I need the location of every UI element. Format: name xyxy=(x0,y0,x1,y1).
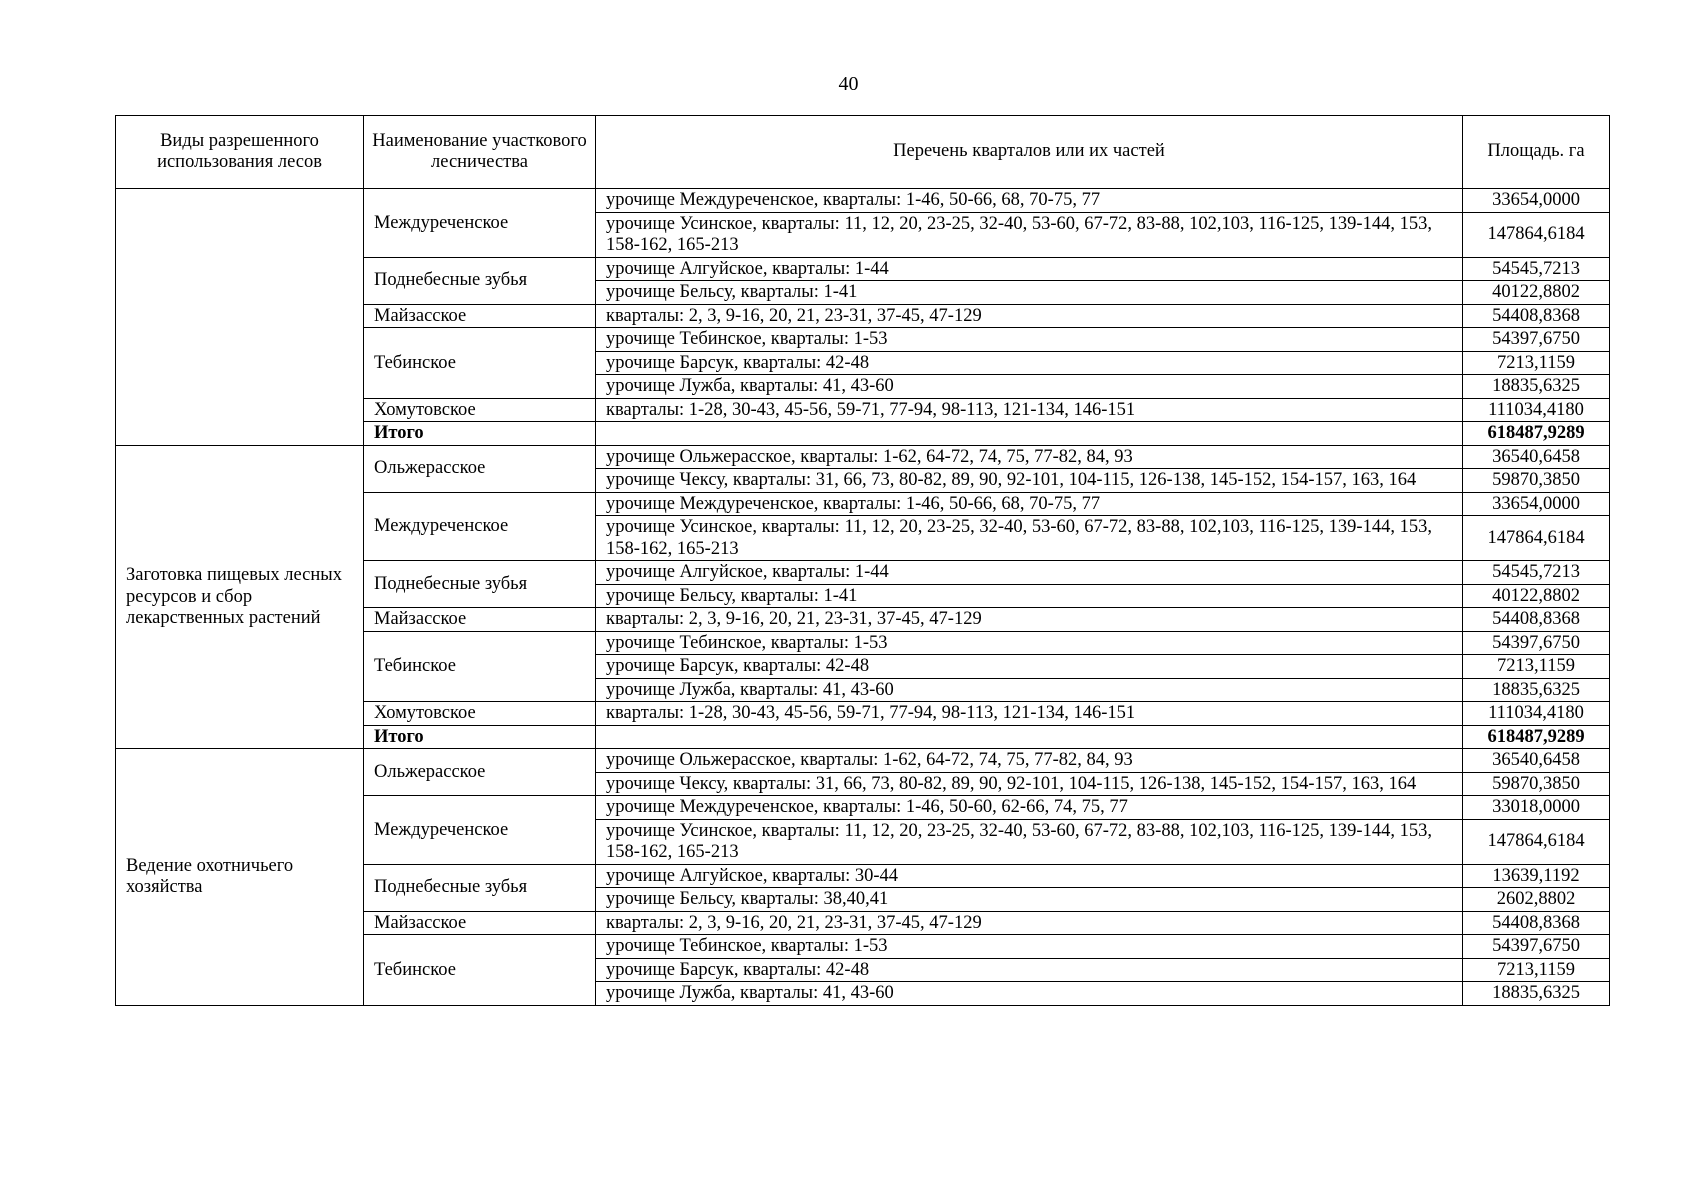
quarters-cell: урочище Ольжерасское, кварталы: 1-62, 64-72, 74, 75, 77-82, 84, 93 xyxy=(596,749,1463,773)
quarters-cell: урочище Междуреченское, кварталы: 1-46, 50-66, 68, 70-75, 77 xyxy=(596,492,1463,516)
area-cell: 36540,6458 xyxy=(1463,749,1610,773)
quarters-cell: урочище Междуреченское, кварталы: 1-46, 50-66, 68, 70-75, 77 xyxy=(596,189,1463,213)
forestry-name-cell: Поднебесные зубья xyxy=(364,864,596,911)
quarters-cell: кварталы: 2, 3, 9-16, 20, 21, 23-31, 37-45, 47-129 xyxy=(596,911,1463,935)
quarters-cell: урочище Усинское, кварталы: 11, 12, 20, 23-25, 32-40, 53-60, 67-72, 83-88, 102,103, 116-125, 139-144, 153, 158-162, 165-213 xyxy=(596,212,1463,257)
area-cell: 2602,8802 xyxy=(1463,888,1610,912)
forestry-name-cell: Поднебесные зубья xyxy=(364,257,596,304)
area-cell: 40122,8802 xyxy=(1463,584,1610,608)
header-area: Площадь. га xyxy=(1463,116,1610,189)
quarters-cell: урочище Усинское, кварталы: 11, 12, 20, 23-25, 32-40, 53-60, 67-72, 83-88, 102,103, 116-125, 139-144, 153, 158-162, 165-213 xyxy=(596,819,1463,864)
area-cell: 147864,6184 xyxy=(1463,516,1610,561)
area-cell: 54408,8368 xyxy=(1463,608,1610,632)
forestry-name-cell: Междуреченское xyxy=(364,796,596,865)
quarters-cell: урочище Барсук, кварталы: 42-48 xyxy=(596,351,1463,375)
quarters-cell: кварталы: 2, 3, 9-16, 20, 21, 23-31, 37-45, 47-129 xyxy=(596,608,1463,632)
quarters-cell: урочище Лужба, кварталы: 41, 43-60 xyxy=(596,375,1463,399)
quarters-cell: урочище Чексу, кварталы: 31, 66, 73, 80-82, 89, 90, 92-101, 104-115, 126-138, 145-152, 154-157, 163, 164 xyxy=(596,469,1463,493)
use-kind-cell xyxy=(116,189,364,446)
area-cell: 13639,1192 xyxy=(1463,864,1610,888)
forestry-name-cell: Тебинское xyxy=(364,631,596,702)
forestry-name-cell: Хомутовское xyxy=(364,398,596,422)
forestry-name-cell: Тебинское xyxy=(364,935,596,1006)
total-empty-cell xyxy=(596,422,1463,446)
quarters-cell: урочище Бельсу, кварталы: 1-41 xyxy=(596,281,1463,305)
quarters-cell: урочище Алгуйское, кварталы: 1-44 xyxy=(596,257,1463,281)
quarters-cell: урочище Бельсу, кварталы: 38,40,41 xyxy=(596,888,1463,912)
area-cell: 18835,6325 xyxy=(1463,678,1610,702)
table-row xyxy=(116,189,1610,213)
quarters-cell: урочище Барсук, кварталы: 42-48 xyxy=(596,958,1463,982)
area-cell: 111034,4180 xyxy=(1463,702,1610,726)
forestry-name-cell: Междуреченское xyxy=(364,189,596,258)
forestry-name-cell: Майзасское xyxy=(364,911,596,935)
total-empty-cell xyxy=(596,725,1463,749)
table-row xyxy=(116,749,1610,773)
quarters-cell: урочище Барсук, кварталы: 42-48 xyxy=(596,655,1463,679)
forestry-name-cell: Тебинское xyxy=(364,328,596,399)
area-cell: 54408,8368 xyxy=(1463,911,1610,935)
area-cell: 54545,7213 xyxy=(1463,561,1610,585)
quarters-cell: урочище Алгуйское, кварталы: 1-44 xyxy=(596,561,1463,585)
header-forestry: Наименование участкового лесничества xyxy=(364,116,596,189)
area-cell: 54397,6750 xyxy=(1463,935,1610,959)
use-kind-cell: Заготовка пищевых лесных ресурсов и сбор лекарственных растений xyxy=(116,445,364,749)
forest-use-table xyxy=(115,115,1610,1006)
area-cell: 59870,3850 xyxy=(1463,772,1610,796)
forestry-name-cell: Майзасское xyxy=(364,608,596,632)
area-cell: 33654,0000 xyxy=(1463,189,1610,213)
forestry-name-cell: Поднебесные зубья xyxy=(364,561,596,608)
quarters-cell: урочище Тебинское, кварталы: 1-53 xyxy=(596,935,1463,959)
table-row xyxy=(116,445,1610,469)
quarters-cell: кварталы: 1-28, 30-43, 45-56, 59-71, 77-94, 98-113, 121-134, 146-151 xyxy=(596,398,1463,422)
table-body xyxy=(116,189,1610,1006)
quarters-cell: урочище Усинское, кварталы: 11, 12, 20, 23-25, 32-40, 53-60, 67-72, 83-88, 102,103, 116-125, 139-144, 153, 158-162, 165-213 xyxy=(596,516,1463,561)
quarters-cell: урочище Лужба, кварталы: 41, 43-60 xyxy=(596,678,1463,702)
quarters-cell: урочище Лужба, кварталы: 41, 43-60 xyxy=(596,982,1463,1006)
table-header-row xyxy=(116,116,1610,189)
quarters-cell: кварталы: 2, 3, 9-16, 20, 21, 23-31, 37-45, 47-129 xyxy=(596,304,1463,328)
quarters-cell: урочище Тебинское, кварталы: 1-53 xyxy=(596,328,1463,352)
area-cell: 7213,1159 xyxy=(1463,958,1610,982)
area-cell: 59870,3850 xyxy=(1463,469,1610,493)
total-area-cell: 618487,9289 xyxy=(1463,725,1610,749)
area-cell: 33018,0000 xyxy=(1463,796,1610,820)
quarters-cell: урочище Бельсу, кварталы: 1-41 xyxy=(596,584,1463,608)
forestry-name-cell: Майзасское xyxy=(364,304,596,328)
header-quarters: Перечень кварталов или их частей xyxy=(596,116,1463,189)
area-cell: 33654,0000 xyxy=(1463,492,1610,516)
forestry-name-cell: Ольжерасское xyxy=(364,749,596,796)
area-cell: 36540,6458 xyxy=(1463,445,1610,469)
forestry-name-cell: Ольжерасское xyxy=(364,445,596,492)
quarters-cell: урочище Междуреченское, кварталы: 1-46, 50-60, 62-66, 74, 75, 77 xyxy=(596,796,1463,820)
area-cell: 7213,1159 xyxy=(1463,351,1610,375)
area-cell: 18835,6325 xyxy=(1463,982,1610,1006)
quarters-cell: урочище Алгуйское, кварталы: 30-44 xyxy=(596,864,1463,888)
quarters-cell: кварталы: 1-28, 30-43, 45-56, 59-71, 77-94, 98-113, 121-134, 146-151 xyxy=(596,702,1463,726)
quarters-cell: урочище Чексу, кварталы: 31, 66, 73, 80-82, 89, 90, 92-101, 104-115, 126-138, 145-152, 154-157, 163, 164 xyxy=(596,772,1463,796)
quarters-cell: урочище Ольжерасское, кварталы: 1-62, 64-72, 74, 75, 77-82, 84, 93 xyxy=(596,445,1463,469)
area-cell: 147864,6184 xyxy=(1463,212,1610,257)
area-cell: 18835,6325 xyxy=(1463,375,1610,399)
forestry-name-cell: Междуреченское xyxy=(364,492,596,561)
header-kind: Виды разрешенного использования лесов xyxy=(116,116,364,189)
area-cell: 54397,6750 xyxy=(1463,631,1610,655)
area-cell: 54408,8368 xyxy=(1463,304,1610,328)
quarters-cell: урочище Тебинское, кварталы: 1-53 xyxy=(596,631,1463,655)
area-cell: 54397,6750 xyxy=(1463,328,1610,352)
area-cell: 147864,6184 xyxy=(1463,819,1610,864)
total-label: Итого xyxy=(364,422,596,446)
area-cell: 111034,4180 xyxy=(1463,398,1610,422)
use-kind-cell: Ведение охотничьего хозяйства xyxy=(116,749,364,1006)
area-cell: 54545,7213 xyxy=(1463,257,1610,281)
forestry-name-cell: Хомутовское xyxy=(364,702,596,726)
area-cell: 7213,1159 xyxy=(1463,655,1610,679)
total-label: Итого xyxy=(364,725,596,749)
total-area-cell: 618487,9289 xyxy=(1463,422,1610,446)
area-cell: 40122,8802 xyxy=(1463,281,1610,305)
page-number: 40 xyxy=(838,73,859,95)
